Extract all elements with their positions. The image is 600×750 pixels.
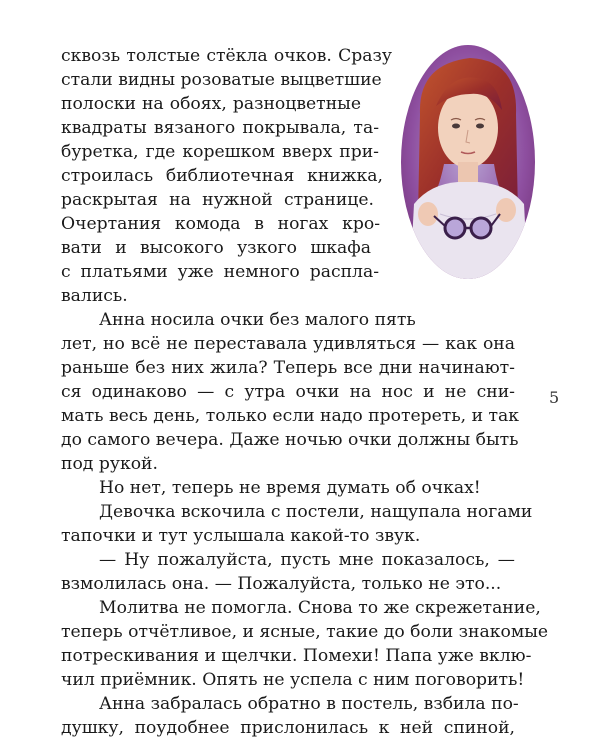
text-line: теперь отчётливое, и ясные, такие до боли знакомые (61, 622, 549, 642)
text-line: раскрытая на нужной странице. (61, 190, 374, 210)
text-line: стали видны розоватые выцветшие (61, 70, 382, 90)
text-line: лет, но всё не переставала удивляться — как она (61, 334, 515, 354)
girl-with-glasses-illustration (400, 44, 536, 280)
text-line: вати и высокого узкого шкафа (61, 238, 371, 258)
text-line: Но нет, теперь не время думать об очках! (99, 478, 481, 498)
text-line: Анна носила очки без малого пять (99, 310, 416, 330)
text-line: Девочка вскочила с постели, нащупала ногами (99, 502, 533, 522)
text-line: полоски на обоях, разноцветные (61, 94, 361, 114)
text-line: раньше без них жила? Теперь все дни начинают- (61, 358, 515, 378)
text-line: чил приёмник. Опять не успела с ним поговорить! (61, 670, 525, 690)
text-line: Очертания комода в ногах кро- (61, 214, 380, 234)
text-line: ся одинаково — с утра очки на нос и не сни- (61, 382, 515, 402)
text-line: тапочки и тут услышала какой-то звук. (61, 526, 421, 546)
text-line: Молитва не помогла. Снова то же скрежетание, (99, 598, 541, 618)
text-line: — Ну пожалуйста, пусть мне показалось, — (99, 550, 515, 570)
text-line: Анна забралась обратно в постель, взбила по- (99, 694, 519, 714)
page-number: 5 (549, 388, 560, 407)
text-line: квадраты вязаного покрывала, та- (61, 118, 379, 138)
text-line: сквозь толстые стёкла очков. Сразу (61, 46, 392, 66)
text-line: с платьями уже немного распла- (61, 262, 379, 282)
text-line: строилась библиотечная книжка, (61, 166, 383, 186)
text-line: взмолилась она. — Пожалуйста, только не это... (61, 574, 502, 594)
text-line: потрескивания и щелчки. Помехи! Папа уже вклю- (61, 646, 532, 666)
text-line: под рукой. (61, 454, 158, 474)
text-line: буретка, где корешком вверх при- (61, 142, 379, 162)
text-line: мать весь день, только если надо протереть, и так (61, 406, 520, 426)
text-line: до самого вечера. Даже ночью очки должны быть (61, 430, 519, 450)
text-line: душку, поудобнее прислонилась к ней спиной, (61, 718, 515, 738)
text-line: вались. (61, 286, 128, 306)
